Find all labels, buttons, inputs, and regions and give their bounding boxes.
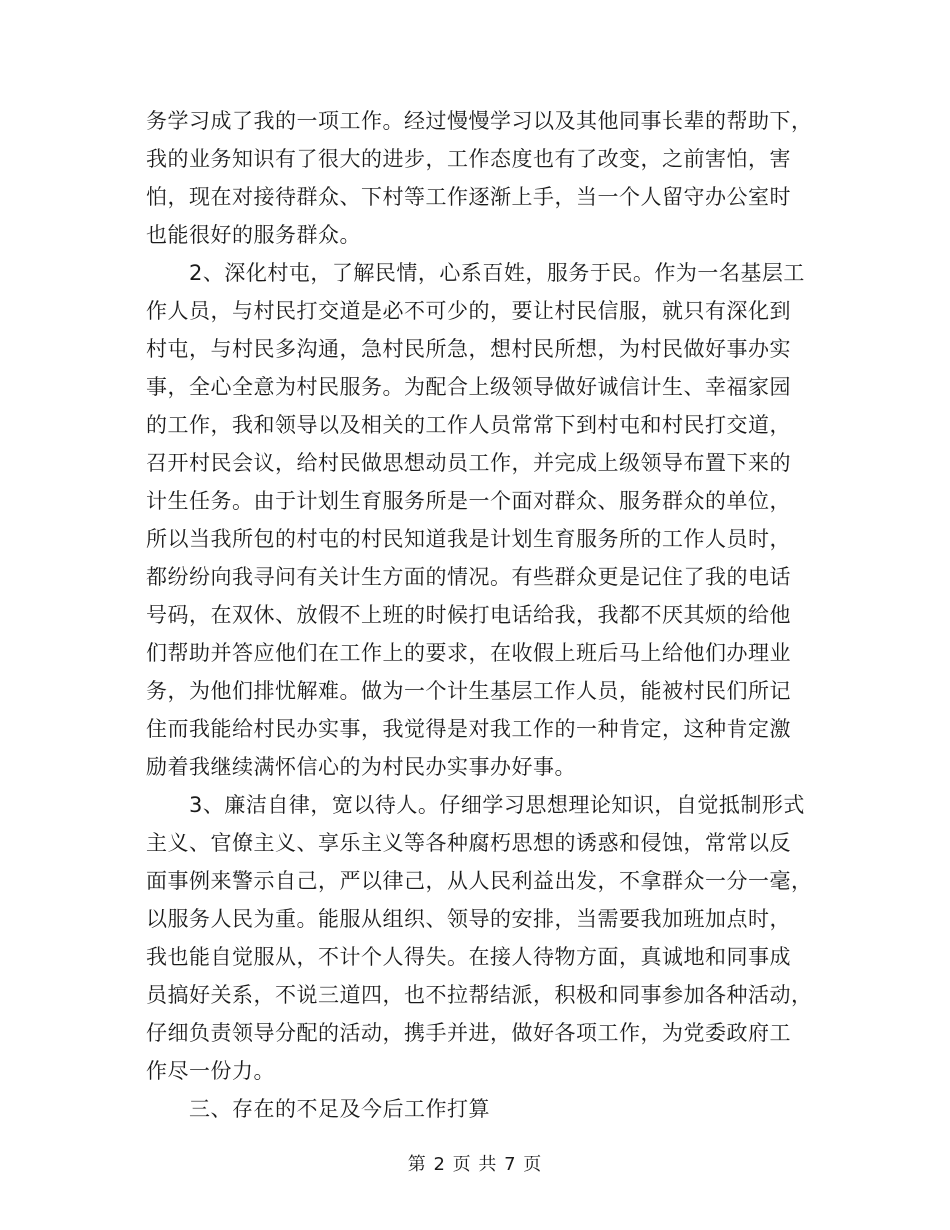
text-line: 励着我继续满怀信心的为村民办实事办好事。 xyxy=(146,755,576,779)
text-line: 都纷纷向我寻问有关计生方面的情况。有些群众更是记住了我的电话 xyxy=(146,565,791,589)
text-line: 仔细负责领导分配的活动，携手并进，做好各项工作，为党委政府工 xyxy=(146,1021,791,1045)
text-line: 面事例来警示自己，严以律己，从人民利益出发，不拿群众一分一毫， xyxy=(146,869,813,893)
text-line: 作尽一份力。 xyxy=(146,1059,275,1083)
text-line: 作人员，与村民打交道是必不可少的，要让村民信服，就只有深化到 xyxy=(146,299,791,323)
text-line: 召开村民会议，给村民做思想动员工作，并完成上级领导布置下来的 xyxy=(146,451,791,475)
text-line: 村屯，与村民多沟通，急村民所急，想村民所想，为村民做好事办实 xyxy=(146,337,791,361)
text-line: 的工作，我和领导以及相关的工作人员常常下到村屯和村民打交道， xyxy=(146,413,791,437)
text-line: 2、深化村屯，了解民情，心系百姓，服务于民。作为一名基层工 xyxy=(146,261,805,285)
text-line: 怕，现在对接待群众、下村等工作逐渐上手，当一个人留守办公室时 xyxy=(146,185,791,209)
text-line: 我的业务知识有了很大的进步，工作态度也有了改变，之前害怕，害 xyxy=(146,147,791,171)
text-line: 们帮助并答应他们在工作上的要求，在收假上班后马上给他们办理业 xyxy=(146,641,791,665)
text-line: 所以当我所包的村屯的村民知道我是计划生育服务所的工作人员时， xyxy=(146,527,791,551)
text-line: 务，为他们排忧解难。做为一个计生基层工作人员，能被村民们所记 xyxy=(146,679,791,703)
text-line: 员搞好关系，不说三道四，也不拉帮结派，积极和同事参加各种活动， xyxy=(146,983,813,1007)
text-line: 我也能自觉服从，不计个人得失。在接人待物方面，真诚地和同事成 xyxy=(146,945,791,969)
text-line: 3、廉洁自律，宽以待人。仔细学习思想理论知识，自觉抵制形式 xyxy=(146,793,805,817)
text-line: 号码，在双休、放假不上班的时候打电话给我，我都不厌其烦的给他 xyxy=(146,603,791,627)
text-line: 计生任务。由于计划生育服务所是一个面对群众、服务群众的单位， xyxy=(146,489,791,513)
text-line: 务学习成了我的一项工作。经过慢慢学习以及其他同事长辈的帮助下， xyxy=(146,109,813,133)
section-heading: 三、存在的不足及今后工作打算 xyxy=(146,1097,490,1121)
text-line: 住而我能给村民办实事，我觉得是对我工作的一种肯定，这种肯定激 xyxy=(146,717,791,741)
text-line: 事，全心全意为村民服务。为配合上级领导做好诚信计生、幸福家园 xyxy=(146,375,791,399)
text-line: 以服务人民为重。能服从组织、领导的安排，当需要我加班加点时， xyxy=(146,907,791,931)
text-line: 主义、官僚主义、享乐主义等各种腐朽思想的诱惑和侵蚀，常常以反 xyxy=(146,831,791,855)
text-line: 也能很好的服务群众。 xyxy=(146,223,361,247)
page-number-footer: 第 2 页 共 7 页 xyxy=(407,1154,543,1175)
